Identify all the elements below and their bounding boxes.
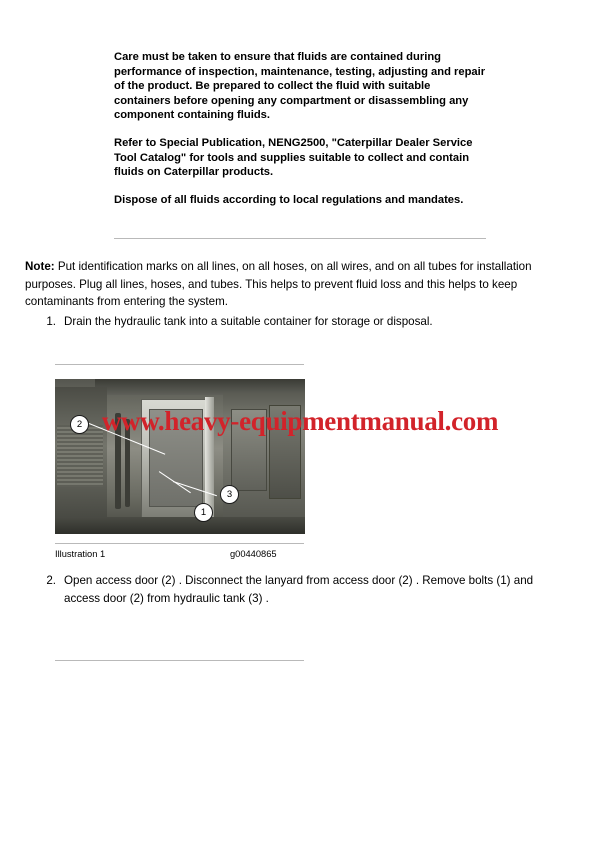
divider-illustration-top xyxy=(55,364,304,365)
step-text-2: Open access door (2) . Disconnect the lanyard from access door (2) . Remove bolts (1) and access door (2) from hydraulic tank (3) . xyxy=(64,574,534,605)
illustration-caption-label: Illustration 1 xyxy=(55,549,106,559)
warning-block xyxy=(114,50,486,207)
callout-2: 2 xyxy=(70,415,89,434)
step-number-2: 2. xyxy=(46,574,56,587)
warning-paragraph-2: Refer to Special Publication, NENG2500, "Caterpillar Dealer Service Tool Catalog" for tools and supplies suitable to collect and contain fluids on Caterpillar products. xyxy=(114,136,473,179)
step-item-2 xyxy=(34,572,574,607)
callout-3: 3 xyxy=(220,485,239,504)
step-number-1: 1. xyxy=(46,315,56,328)
watermark: www.heavy-equipmentmanual.com xyxy=(101,406,499,436)
illustration-caption-id: g00440865 xyxy=(230,549,277,559)
divider-after-warning xyxy=(114,238,486,239)
step-text-1: Drain the hydraulic tank into a suitable container for storage or disposal. xyxy=(64,315,433,328)
divider-bottom xyxy=(55,660,304,661)
note-label: Note: xyxy=(25,260,55,273)
note-block xyxy=(25,258,577,311)
note-text: Put identification marks on all lines, on all hoses, on all wires, and on all tubes for installation purposes. Plug all lines, hoses, and tubes. This helps to prevent fluid loss and this helps to keep contaminants from entering the system. xyxy=(25,260,532,308)
step-item-1 xyxy=(34,313,574,331)
divider-illustration-bottom xyxy=(55,543,304,544)
warning-paragraph-1: Care must be taken to ensure that fluids are contained during performance of inspection, maintenance, testing, adjusting and repair of the product. Be prepared to collect the fluid with suitable containers before opening any compartment or disassembling any component containing fluids. xyxy=(114,51,486,122)
illustration-photo xyxy=(55,379,305,534)
photo-bottom-frame xyxy=(55,517,305,534)
illustration-figure xyxy=(55,379,305,534)
callout-1: 1 xyxy=(194,503,213,522)
warning-paragraph-3: Dispose of all fluids according to local regulations and mandates. xyxy=(114,193,464,206)
